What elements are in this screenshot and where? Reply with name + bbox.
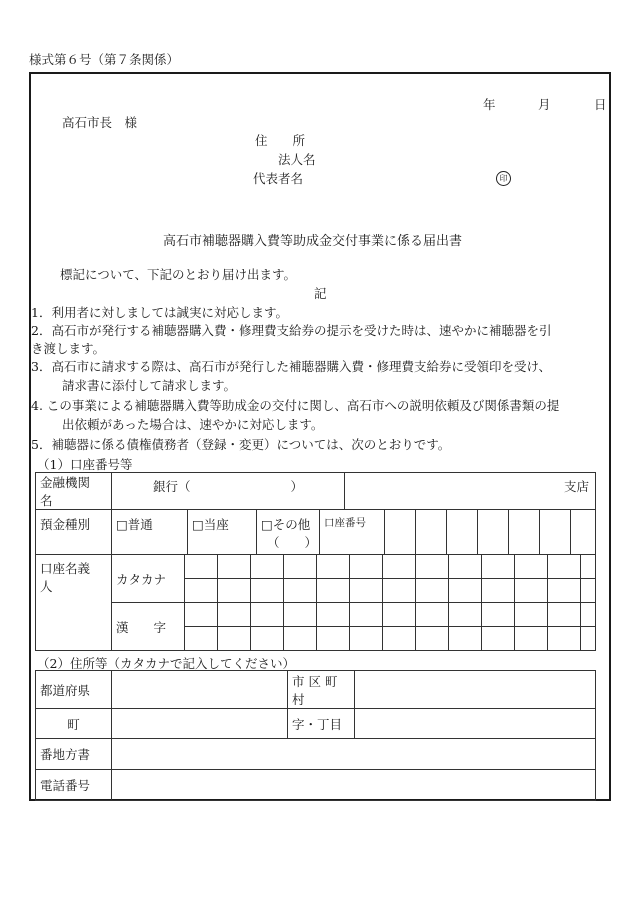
holder-char-cell[interactable] — [581, 603, 596, 627]
holder-char-cell[interactable] — [350, 603, 383, 627]
account-digit-cell[interactable] — [571, 510, 596, 555]
holder-char-cell[interactable] — [317, 603, 350, 627]
holder-char-cell[interactable] — [284, 579, 317, 603]
holder-char-cell[interactable] — [218, 555, 251, 579]
deposit-touza-checkbox[interactable]: □当座 — [188, 510, 257, 555]
item-5: 5．補聴器に係る債権債務者（登録・変更）については、次のとおりです。 — [31, 437, 451, 452]
city-field[interactable] — [355, 671, 596, 709]
bank-label-cell: 金融機関 名 — [36, 473, 112, 510]
holder-char-cell[interactable] — [449, 555, 482, 579]
holder-char-cell[interactable] — [218, 627, 251, 651]
holder-char-cell[interactable] — [482, 555, 515, 579]
holder-char-cell[interactable] — [515, 579, 548, 603]
holder-char-cell[interactable] — [251, 603, 284, 627]
ki-label: 記 — [314, 286, 327, 301]
holder-char-cell[interactable] — [482, 603, 515, 627]
item-2-line-1: 2．高石市が発行する補聴器購入費・修理費支給券の提示を受けた時は、速やかに補聴器を引 — [31, 323, 552, 338]
holder-char-cell[interactable] — [317, 555, 350, 579]
banchi-field[interactable] — [112, 739, 596, 770]
item-3-line-1: 3．高石市に請求する際は、高石市が発行した補聴器購入費・修理費支給券に受領印を受け、 — [31, 359, 551, 374]
account-holder-label: 口座名義 人 — [36, 555, 112, 651]
holder-char-cell[interactable] — [383, 627, 416, 651]
seal-mark-icon: 印 — [496, 169, 511, 186]
town-field[interactable] — [112, 709, 288, 739]
date-year: 年 — [483, 97, 496, 112]
intro-text: 標記について、下記のとおり届け出ます。 — [60, 267, 297, 282]
holder-char-cell[interactable] — [218, 603, 251, 627]
chome-label: 字・丁目 — [288, 709, 355, 739]
banchi-label: 番地方書 — [36, 739, 112, 770]
holder-char-cell[interactable] — [251, 579, 284, 603]
account-digit-cell[interactable] — [540, 510, 571, 555]
holder-char-cell[interactable] — [284, 627, 317, 651]
bank-name-field[interactable]: 銀行（ ） — [112, 473, 345, 510]
account-digit-cell[interactable] — [416, 510, 447, 555]
deposit-type-label: 預金種別 — [36, 510, 112, 555]
item-4-line-2: 出依頼があった場合は、速やかに対応します。 — [62, 417, 324, 432]
section-2-heading: （2）住所等（カタカナで記入してください） — [37, 656, 295, 671]
account-digit-cell[interactable] — [509, 510, 540, 555]
account-number-label: 口座番号 — [320, 510, 385, 555]
item-2-line-2: き渡します。 — [31, 341, 106, 356]
deposit-other-checkbox[interactable]: □その他 （ ） — [257, 510, 320, 555]
holder-char-cell[interactable] — [449, 579, 482, 603]
holder-char-cell[interactable] — [548, 627, 581, 651]
address-table — [35, 670, 596, 801]
holder-char-cell[interactable] — [548, 555, 581, 579]
date-month: 月 — [538, 97, 551, 112]
holder-char-cell[interactable] — [515, 555, 548, 579]
addressee: 高石市長 様 — [62, 115, 138, 130]
account-holder-table — [35, 554, 596, 651]
holder-char-cell[interactable] — [581, 555, 596, 579]
holder-char-cell[interactable] — [416, 579, 449, 603]
city-label: 市 区 町 村 — [288, 671, 355, 709]
holder-char-cell[interactable] — [350, 579, 383, 603]
item-3-line-2: 請求書に添付して請求します。 — [62, 378, 237, 393]
holder-char-cell[interactable] — [350, 627, 383, 651]
holder-char-cell[interactable] — [581, 579, 596, 603]
holder-char-cell[interactable] — [251, 627, 284, 651]
phone-field[interactable] — [112, 770, 596, 801]
address-label: 住 所 — [255, 133, 306, 148]
section-1-heading: （1）口座番号等 — [37, 457, 133, 472]
account-digit-cell[interactable] — [447, 510, 478, 555]
prefecture-label: 都道府県 — [36, 671, 112, 709]
holder-char-cell[interactable] — [284, 603, 317, 627]
holder-char-cell[interactable] — [218, 579, 251, 603]
holder-char-cell[interactable] — [449, 603, 482, 627]
document-title: 高石市補聴器購入費等助成金交付事業に係る届出書 — [163, 234, 463, 249]
item-4-line-1: 4. この事業による補聴器購入費等助成金の交付に関し、高石市への説明依頼及び関係書類の提 — [31, 398, 560, 413]
holder-char-cell[interactable] — [251, 555, 284, 579]
date-day: 日 — [594, 97, 607, 112]
holder-char-cell[interactable] — [383, 555, 416, 579]
holder-char-cell[interactable] — [548, 579, 581, 603]
holder-char-cell[interactable] — [185, 555, 218, 579]
account-digit-cell[interactable] — [385, 510, 416, 555]
corp-name-label: 法人名 — [278, 152, 316, 167]
holder-char-cell[interactable] — [284, 555, 317, 579]
deposit-futsu-checkbox[interactable]: □普通 — [112, 510, 188, 555]
holder-char-cell[interactable] — [416, 555, 449, 579]
holder-char-cell[interactable] — [383, 603, 416, 627]
holder-char-cell[interactable] — [482, 627, 515, 651]
holder-char-cell[interactable] — [515, 603, 548, 627]
kanji-label: 漢 字 — [112, 603, 185, 651]
holder-char-cell[interactable] — [185, 579, 218, 603]
representative-label: 代表者名 — [253, 171, 304, 186]
town-label: 町 — [36, 709, 112, 739]
holder-char-cell[interactable] — [581, 627, 596, 651]
chome-field[interactable] — [355, 709, 596, 739]
holder-char-cell[interactable] — [317, 579, 350, 603]
phone-label: 電話番号 — [36, 770, 112, 801]
katakana-label: カタカナ — [112, 555, 185, 603]
holder-char-cell[interactable] — [548, 603, 581, 627]
bank-table — [35, 472, 596, 510]
holder-char-cell[interactable] — [449, 627, 482, 651]
prefecture-field[interactable] — [112, 671, 288, 709]
deposit-type-table — [35, 509, 596, 555]
account-digit-cell[interactable] — [478, 510, 509, 555]
holder-char-cell[interactable] — [515, 627, 548, 651]
holder-char-cell[interactable] — [350, 555, 383, 579]
holder-char-cell[interactable] — [383, 579, 416, 603]
holder-char-cell[interactable] — [185, 603, 218, 627]
holder-char-cell[interactable] — [317, 627, 350, 651]
holder-char-cell[interactable] — [416, 603, 449, 627]
holder-char-cell[interactable] — [482, 579, 515, 603]
item-1: 1．利用者に対しましては誠実に対応します。 — [31, 305, 288, 320]
form-number: 様式第６号（第７条関係） — [29, 52, 180, 67]
holder-char-cell[interactable] — [185, 627, 218, 651]
branch-field[interactable]: 支店 — [345, 473, 596, 510]
holder-char-cell[interactable] — [416, 627, 449, 651]
